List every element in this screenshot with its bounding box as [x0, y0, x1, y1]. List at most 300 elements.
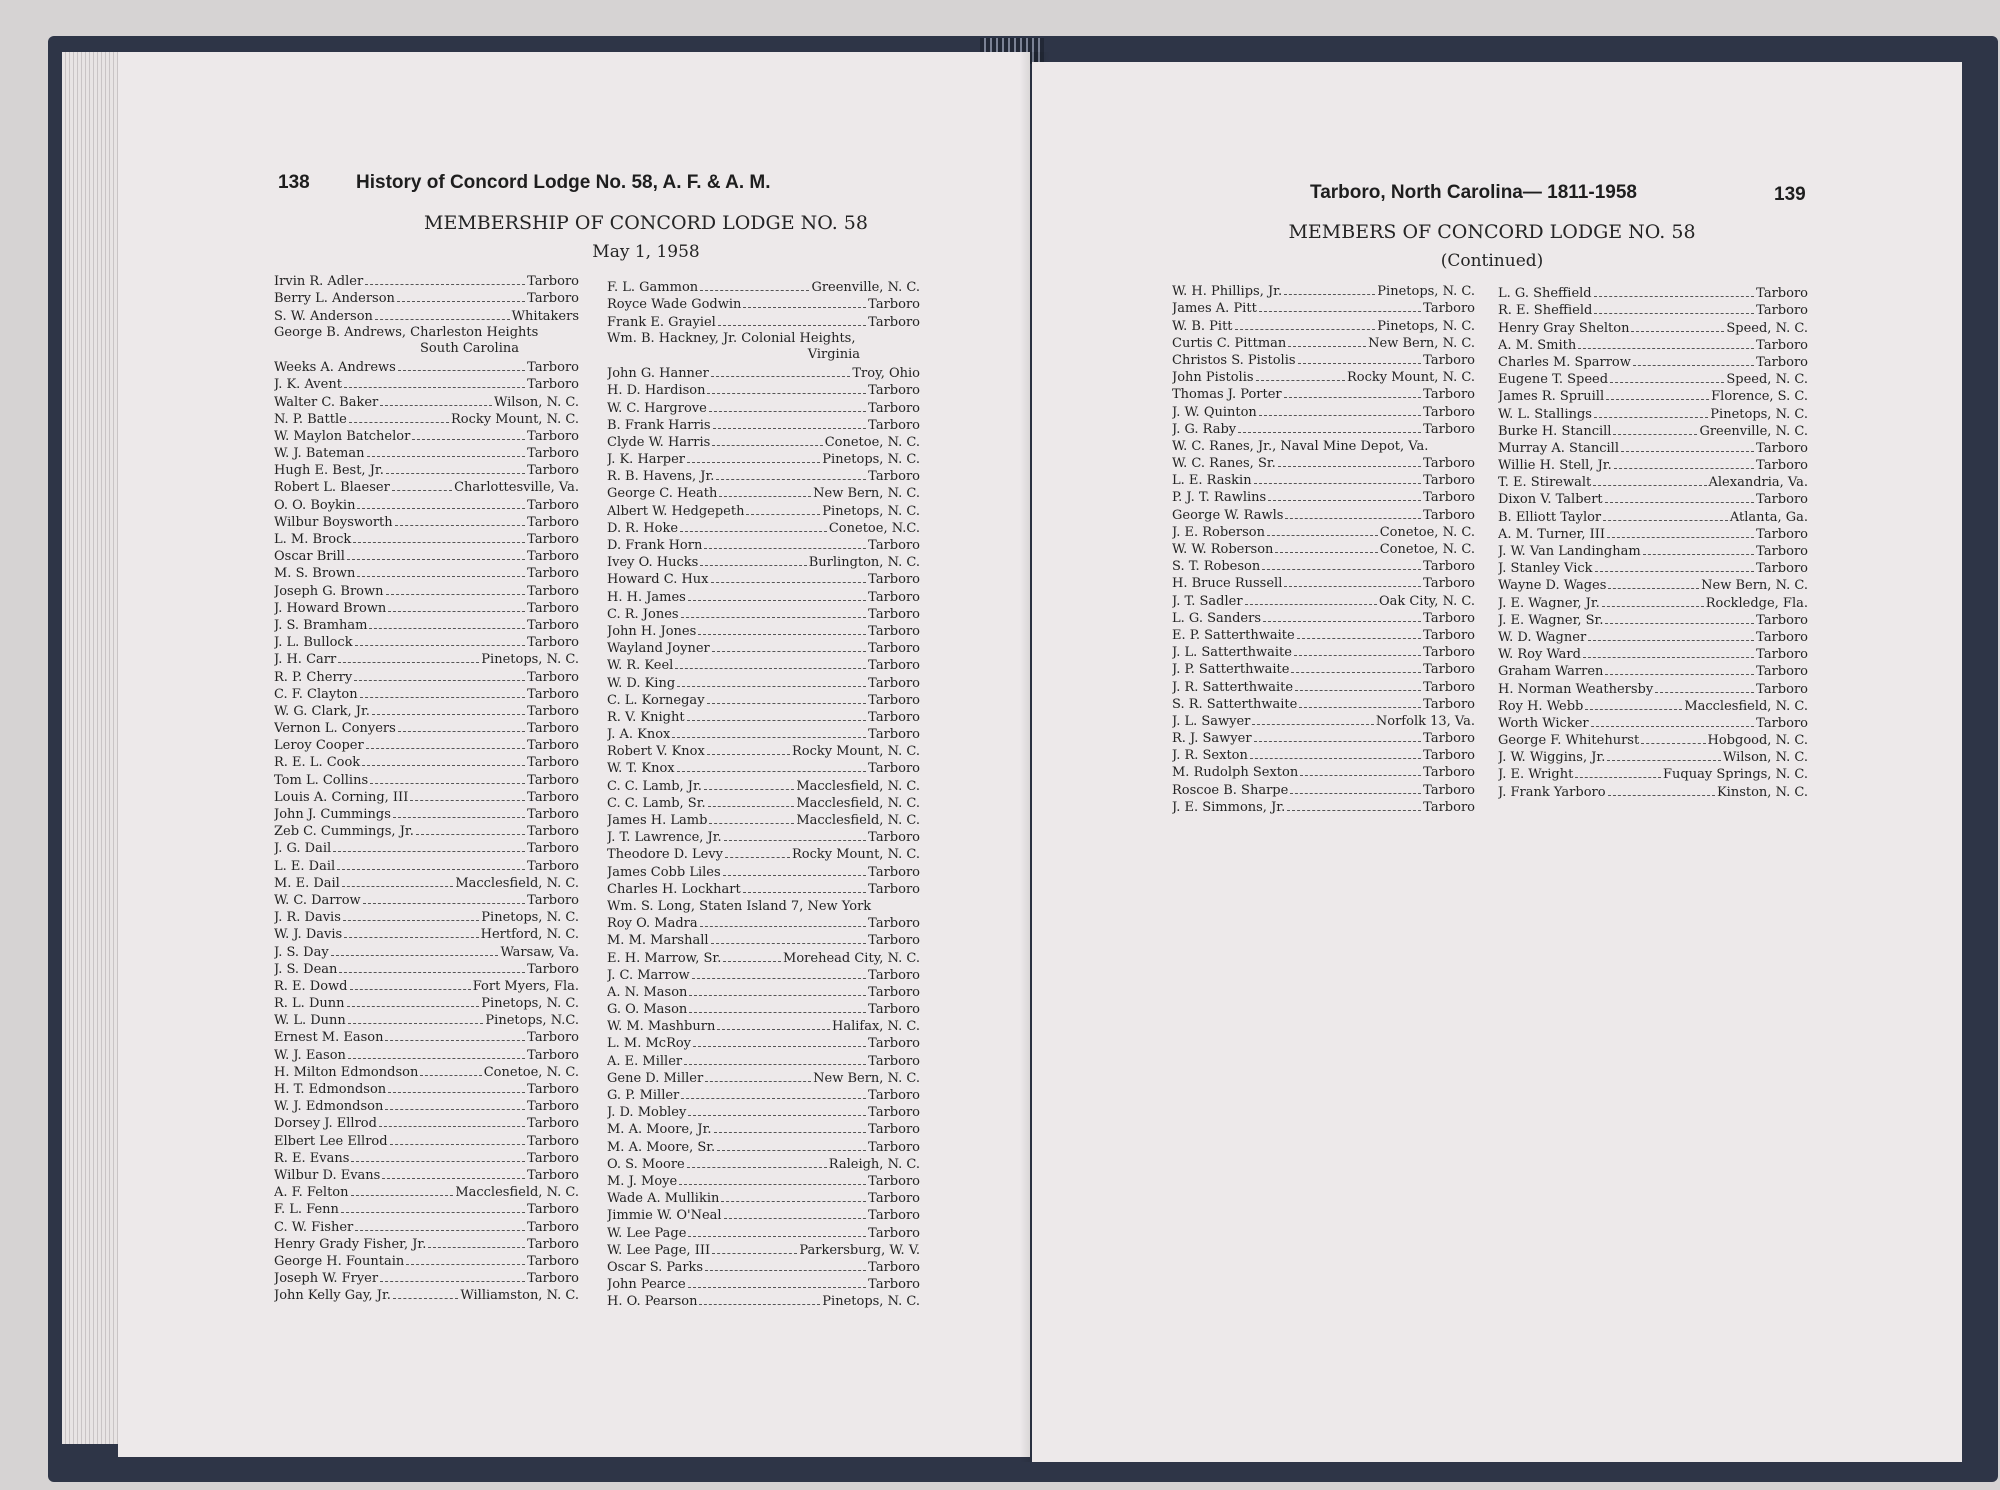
- member-entry: [274, 1011, 579, 1028]
- member-name: Berry L. Anderson: [274, 291, 395, 307]
- member-location: Tarboro: [1423, 387, 1475, 403]
- member-name: W. W. Roberson: [1172, 542, 1274, 557]
- member-entry: [607, 553, 920, 570]
- leader-dots: [708, 806, 795, 807]
- member-entry: [274, 736, 579, 753]
- member-location: Conetoe, N. C.: [1379, 542, 1475, 557]
- member-location: New Bern, N. C.: [813, 1070, 920, 1086]
- member-column-2: [607, 278, 920, 1309]
- member-location: Wilson, N. C.: [1722, 750, 1808, 766]
- member-name: J. E. Wagner, Jr.: [1498, 595, 1600, 611]
- member-entry: [1172, 746, 1475, 763]
- member-entry: [1498, 473, 1808, 490]
- member-name: Frank E. Grayiel: [607, 314, 716, 330]
- member-entry: [274, 427, 579, 444]
- member-name: Tom L. Collins: [274, 772, 369, 788]
- member-entry: [607, 845, 920, 862]
- member-entry: [607, 794, 920, 811]
- leader-dots: [746, 514, 820, 515]
- member-name: M. M. Marshall: [607, 933, 709, 949]
- member-name: Robert L. Blaeser: [274, 480, 390, 496]
- member-entry: [274, 392, 579, 409]
- member-entry: [607, 880, 920, 897]
- leader-dots: [1245, 604, 1377, 605]
- member-name: J. E. Roberson: [1172, 524, 1265, 540]
- member-location: Tarboro: [868, 984, 920, 1000]
- member-name: Henry Gray Shelton: [1498, 320, 1630, 336]
- member-entry: [274, 324, 579, 358]
- leader-dots: [337, 869, 525, 870]
- member-entry: [274, 616, 579, 633]
- member-entry: [1172, 574, 1475, 591]
- member-name: Hugh E. Best, Jr.: [274, 463, 384, 479]
- member-name: John H. Jones: [607, 623, 697, 639]
- leader-dots: [379, 1126, 525, 1127]
- member-entry: [1498, 370, 1808, 387]
- leader-dots: [1605, 502, 1755, 503]
- member-location: Tarboro: [527, 291, 579, 307]
- leader-dots: [1252, 724, 1373, 725]
- leader-dots: [388, 611, 525, 612]
- member-entry: [274, 1166, 579, 1183]
- leader-dots: [380, 1281, 525, 1282]
- leader-dots: [1613, 434, 1697, 435]
- member-name: W. M. Mashburn: [607, 1019, 716, 1035]
- member-name: B. Elliott Taylor: [1498, 509, 1602, 525]
- leader-dots: [1643, 554, 1755, 555]
- member-location: Parkersburg, W. V.: [799, 1242, 920, 1258]
- member-name: W. B. Pitt: [1172, 318, 1233, 334]
- member-entry: [607, 1189, 920, 1206]
- member-name: C. C. Lamb, Sr.: [607, 795, 706, 811]
- member-entry: [607, 570, 920, 587]
- member-name: W. C. Ranes, Sr.: [1172, 456, 1276, 472]
- member-entry: [607, 398, 920, 415]
- member-entry: [607, 966, 920, 983]
- member-location: Tarboro: [868, 692, 920, 708]
- member-location: Macclesfield, N. C.: [455, 1185, 579, 1201]
- leader-dots: [707, 393, 866, 394]
- page-edges: [62, 52, 120, 1444]
- member-location: Pinetops, N. C.: [822, 503, 920, 519]
- member-location: Tarboro: [527, 686, 579, 702]
- member-name: J. W. Wiggins, Jr.: [1498, 750, 1606, 766]
- leader-dots: [1284, 294, 1375, 295]
- member-name: J. D. Mobley: [607, 1105, 687, 1121]
- member-location: Tarboro: [868, 383, 920, 399]
- member-location: Tarboro: [868, 933, 920, 949]
- member-entry: [274, 805, 579, 822]
- leader-dots: [339, 972, 525, 973]
- member-entry: [1498, 490, 1808, 507]
- member-name: Wayland Joyner: [607, 641, 710, 657]
- leader-dots: [354, 680, 525, 681]
- member-name: S. W. Anderson: [274, 308, 373, 324]
- leader-dots: [1621, 451, 1754, 452]
- leader-dots: [1641, 743, 1705, 744]
- member-name: Burke H. Stancill: [1498, 423, 1612, 439]
- member-location: Fort Myers, Fla.: [472, 978, 579, 994]
- leader-dots: [406, 1264, 525, 1265]
- member-entry: [274, 1269, 579, 1286]
- member-location: Macclesfield, N. C.: [455, 875, 579, 891]
- member-name: L. M. McRoy: [607, 1036, 692, 1052]
- member-entry: [1172, 282, 1475, 299]
- member-location: Tarboro: [1423, 456, 1475, 472]
- member-name: Ernest M. Eason: [274, 1030, 384, 1046]
- member-location: Tarboro: [527, 1236, 579, 1252]
- member-name: Joseph W. Fryer: [274, 1271, 379, 1287]
- member-name: Henry Grady Fisher, Jr.: [274, 1236, 427, 1252]
- member-name: Graham Warren: [1498, 664, 1604, 680]
- leader-dots: [410, 800, 525, 801]
- member-location: Macclesfield, N. C.: [796, 813, 920, 829]
- leader-dots: [1594, 313, 1754, 314]
- member-name: J. G. Raby: [1172, 421, 1237, 437]
- member-location: Fuquay Springs, N. C.: [1663, 767, 1808, 783]
- leader-dots: [372, 714, 525, 715]
- member-location: Tarboro: [868, 864, 920, 880]
- member-name: C. C. Lamb, Jr.: [607, 778, 702, 794]
- leader-dots: [360, 697, 526, 698]
- member-entry: [607, 897, 920, 914]
- member-location: Tarboro: [527, 583, 579, 599]
- member-location: Tarboro: [868, 572, 920, 588]
- member-location: Tarboro: [868, 761, 920, 777]
- member-location: Tarboro: [868, 314, 920, 330]
- member-location: Tarboro: [527, 360, 579, 376]
- member-name: W. D. King: [607, 675, 676, 691]
- member-entry: [274, 1252, 579, 1269]
- leader-dots: [351, 1161, 525, 1162]
- member-name: D. R. Hoke: [607, 520, 679, 536]
- member-location: Tarboro: [527, 772, 579, 788]
- member-location: Tarboro: [868, 830, 920, 846]
- member-entry: [1172, 334, 1475, 351]
- member-name: Royce Wade Godwin: [607, 297, 742, 313]
- member-name: Wayne D. Wages: [1498, 578, 1607, 594]
- leader-dots: [386, 473, 525, 474]
- member-name: B. Frank Harris: [607, 417, 711, 433]
- member-entry: [274, 375, 579, 392]
- member-location: Tarboro: [1756, 526, 1808, 542]
- leader-dots: [1275, 552, 1377, 553]
- member-entry: [274, 891, 579, 908]
- member-entry: [607, 656, 920, 673]
- member-entry: [274, 667, 579, 684]
- leader-dots: [1263, 621, 1421, 622]
- leader-dots: [1250, 758, 1421, 759]
- member-name: John G. Hanner: [607, 366, 709, 382]
- member-entry: [274, 1028, 579, 1045]
- member-entry: [274, 633, 579, 650]
- member-entry: [274, 822, 579, 839]
- member-location: Tarboro: [1423, 352, 1475, 368]
- member-entry: [607, 708, 920, 725]
- member-name: J. S. Day: [274, 944, 329, 960]
- member-entry: [607, 1275, 920, 1292]
- member-entry: [607, 673, 920, 690]
- member-entry: [1498, 507, 1808, 524]
- member-location: Tarboro: [868, 589, 920, 605]
- member-entry: [607, 1206, 920, 1223]
- member-location: Tarboro: [868, 417, 920, 433]
- member-entry: [1498, 662, 1808, 679]
- leader-dots: [714, 1132, 867, 1133]
- member-name: A. M. Smith: [1498, 337, 1577, 353]
- leader-dots: [707, 754, 790, 755]
- member-location: Tarboro: [1756, 715, 1808, 731]
- member-entry: [1498, 731, 1808, 748]
- member-entry: [607, 1017, 920, 1034]
- member-name: W. T. Knox: [607, 761, 675, 777]
- leader-dots: [1238, 432, 1421, 433]
- member-name: J. R. Sexton: [1172, 748, 1248, 764]
- leader-dots: [1614, 468, 1754, 469]
- member-entry: [274, 444, 579, 461]
- member-location: Tarboro: [868, 1208, 920, 1224]
- member-entry: [274, 1286, 579, 1303]
- member-name: W. L. Dunn: [274, 1013, 346, 1029]
- leader-dots: [357, 576, 525, 577]
- member-location: Greenville, N. C.: [1699, 423, 1808, 439]
- leader-dots: [743, 307, 866, 308]
- member-entry: [1172, 609, 1475, 626]
- member-location: Conetoe, N. C.: [483, 1064, 579, 1080]
- member-name: J. K. Harper: [607, 452, 685, 468]
- member-name: M. Rudolph Sexton: [1172, 765, 1299, 781]
- member-name: T. E. Stirewalt: [1498, 475, 1592, 491]
- member-location: Tarboro: [868, 623, 920, 639]
- leader-dots: [681, 1098, 866, 1099]
- member-name: G. P. Miller: [607, 1088, 680, 1104]
- member-entry: [1172, 351, 1475, 368]
- member-location: Pinetops, N. C.: [822, 1294, 920, 1310]
- member-location: Atlanta, Ga.: [1729, 509, 1808, 525]
- leader-dots: [385, 1040, 525, 1041]
- leader-dots: [1262, 569, 1421, 570]
- member-location: Tarboro: [527, 721, 579, 737]
- leader-dots: [1268, 500, 1421, 501]
- member-entry: [607, 1086, 920, 1103]
- member-entry: [607, 381, 920, 398]
- member-entry: [607, 776, 920, 793]
- member-entry: [274, 564, 579, 581]
- member-name: A. E. Miller: [607, 1053, 683, 1069]
- member-entry: [607, 1120, 920, 1137]
- member-name: D. Frank Horn: [607, 538, 703, 554]
- leader-dots: [713, 428, 867, 429]
- member-entry: [1498, 697, 1808, 714]
- member-name: W. C. Hargrove: [607, 400, 707, 416]
- leader-dots: [342, 886, 453, 887]
- member-name: John Pearce: [607, 1277, 686, 1293]
- leader-dots: [711, 943, 867, 944]
- member-name: J. S. Bramham: [274, 617, 368, 633]
- leader-dots: [363, 903, 526, 904]
- member-entry: [274, 753, 579, 770]
- member-entry: [1498, 645, 1808, 662]
- member-location: Tarboro: [1423, 404, 1475, 420]
- member-location: Tarboro: [527, 892, 579, 908]
- member-location: Tarboro: [1423, 782, 1475, 798]
- member-entry: [274, 461, 579, 478]
- member-name: A. N. Mason: [607, 984, 688, 1000]
- member-name: Howard C. Hux: [607, 572, 709, 588]
- running-head-right: Tarboro, North Carolina— 1811-1958: [1310, 182, 1637, 203]
- member-entry: [607, 1155, 920, 1172]
- leader-dots: [344, 937, 478, 938]
- member-name: John J. Cummings: [274, 807, 391, 823]
- member-entry: [274, 1114, 579, 1131]
- member-name: Charles H. Lockhart: [607, 881, 741, 897]
- member-location: Tarboro: [527, 755, 579, 771]
- member-entry: [1498, 679, 1808, 696]
- member-entry: [1172, 643, 1475, 660]
- member-entry: [274, 599, 579, 616]
- leader-dots: [1607, 537, 1754, 538]
- member-location: Rocky Mount, N. C.: [1346, 370, 1475, 386]
- member-location: Tarboro: [527, 1047, 579, 1063]
- leader-dots: [687, 1167, 827, 1168]
- leader-dots: [711, 582, 867, 583]
- member-name: Vernon L. Conyers: [274, 721, 396, 737]
- leader-dots: [343, 920, 479, 921]
- member-location: Hertford, N. C.: [480, 927, 579, 943]
- leader-dots: [398, 370, 525, 371]
- member-name: R. E. Dowd: [274, 978, 348, 994]
- member-entry: [274, 977, 579, 994]
- member-name: E. H. Marrow, Sr.: [607, 950, 722, 966]
- member-name: R. B. Havens, Jr.: [607, 469, 715, 485]
- leader-dots: [717, 1150, 866, 1151]
- member-entry: [1498, 593, 1808, 610]
- member-location: Williamston, N. C.: [460, 1288, 579, 1304]
- member-name: W. Roy Ward: [1498, 647, 1581, 663]
- member-name: Joseph G. Brown: [274, 583, 384, 599]
- member-location: Tarboro: [1423, 301, 1475, 317]
- leader-dots: [723, 961, 781, 962]
- leader-dots: [353, 542, 525, 543]
- leader-dots: [707, 703, 867, 704]
- member-entry: [607, 433, 920, 450]
- member-name: J. E. Wagner, Sr.: [1498, 612, 1604, 628]
- member-location: Pinetops, N.C.: [485, 1013, 579, 1029]
- member-name: H. T. Edmondson: [274, 1082, 387, 1098]
- leader-dots: [693, 1046, 866, 1047]
- member-entry: [1498, 456, 1808, 473]
- member-location: Tarboro: [868, 1191, 920, 1207]
- member-location: Tarboro: [1756, 337, 1808, 353]
- member-location: Tarboro: [1756, 629, 1808, 645]
- member-entry: [1498, 714, 1808, 731]
- member-location: Tarboro: [868, 606, 920, 622]
- member-entry: [607, 1000, 920, 1017]
- member-location: Tarboro: [527, 428, 579, 444]
- member-entry: [607, 1103, 920, 1120]
- member-location: Tarboro: [868, 967, 920, 983]
- member-location: Tarboro: [868, 658, 920, 674]
- page-number-right: 139: [1774, 184, 1806, 205]
- member-name: George B. Andrews, Charleston Heights: [274, 324, 539, 340]
- member-name: Wade A. Mullikin: [607, 1191, 720, 1207]
- member-entry: [1172, 780, 1475, 797]
- leader-dots: [721, 1201, 866, 1202]
- leader-dots: [675, 668, 866, 669]
- member-location: Rockledge, Fla.: [1705, 595, 1808, 611]
- member-location: Halifax, N. C.: [832, 1019, 920, 1035]
- leader-dots: [692, 978, 867, 979]
- leader-dots: [1591, 726, 1755, 727]
- member-entry: [1172, 385, 1475, 402]
- member-name: M. J. Moye: [607, 1173, 678, 1189]
- member-name: George C. Heath: [607, 486, 718, 502]
- member-entry: [607, 450, 920, 467]
- member-name: L. G. Sheffield: [1498, 286, 1592, 302]
- member-name: J. W. Van Landingham: [1498, 544, 1641, 559]
- member-entry: [1498, 439, 1808, 456]
- member-entry: [1172, 695, 1475, 712]
- member-name: C. F. Clayton: [274, 686, 358, 702]
- member-entry: [274, 306, 579, 323]
- leader-dots: [1575, 777, 1661, 778]
- member-column-1: [274, 272, 579, 1303]
- member-entry: [1172, 729, 1475, 746]
- member-location: Tarboro: [527, 1116, 579, 1132]
- leader-dots: [1606, 399, 1709, 400]
- leader-dots: [1585, 709, 1682, 710]
- member-entry: [1172, 402, 1475, 419]
- leader-dots: [357, 508, 525, 509]
- leader-dots: [1259, 311, 1421, 312]
- leader-dots: [711, 376, 851, 377]
- member-location: Tarboro: [1756, 681, 1808, 697]
- member-entry: [1172, 471, 1475, 488]
- member-entry: [274, 856, 579, 873]
- member-name: L. E. Raskin: [1172, 473, 1252, 489]
- member-name: R. P. Cherry: [274, 669, 353, 685]
- member-location: Tarboro: [527, 824, 579, 840]
- leader-dots: [344, 387, 525, 388]
- member-location: Tarboro: [527, 858, 579, 874]
- leader-dots: [1605, 623, 1754, 624]
- member-name: W. J. Bateman: [274, 446, 365, 462]
- leader-dots: [689, 1012, 866, 1013]
- member-location: Whitakers: [511, 308, 579, 324]
- member-entry: [1172, 316, 1475, 333]
- member-name: H. O. Pearson: [607, 1294, 698, 1310]
- leader-dots: [386, 594, 526, 595]
- member-entry: [607, 312, 920, 329]
- member-location: Macclesfield, N. C.: [796, 778, 920, 794]
- member-location: Tarboro: [868, 1173, 920, 1189]
- member-entry: [607, 605, 920, 622]
- member-name: J. A. Knox: [607, 727, 671, 743]
- leader-dots: [672, 737, 866, 738]
- member-name: Dorsey J. Ellrod: [274, 1116, 377, 1132]
- leader-dots: [718, 325, 866, 326]
- member-name: Irvin R. Adler: [274, 274, 364, 290]
- member-location: Pinetops, N. C.: [481, 996, 579, 1012]
- member-name: J. R. Satterthwaite: [1172, 679, 1294, 695]
- member-name: John Kelly Gay, Jr.: [274, 1288, 391, 1304]
- member-location: Tarboro: [527, 1099, 579, 1115]
- member-name: Albert W. Hedgepeth: [607, 503, 745, 519]
- member-name: W. H. Phillips, Jr.: [1172, 284, 1283, 300]
- member-entry: [1498, 748, 1808, 765]
- leader-dots: [1593, 485, 1706, 486]
- member-entry: [607, 1051, 920, 1068]
